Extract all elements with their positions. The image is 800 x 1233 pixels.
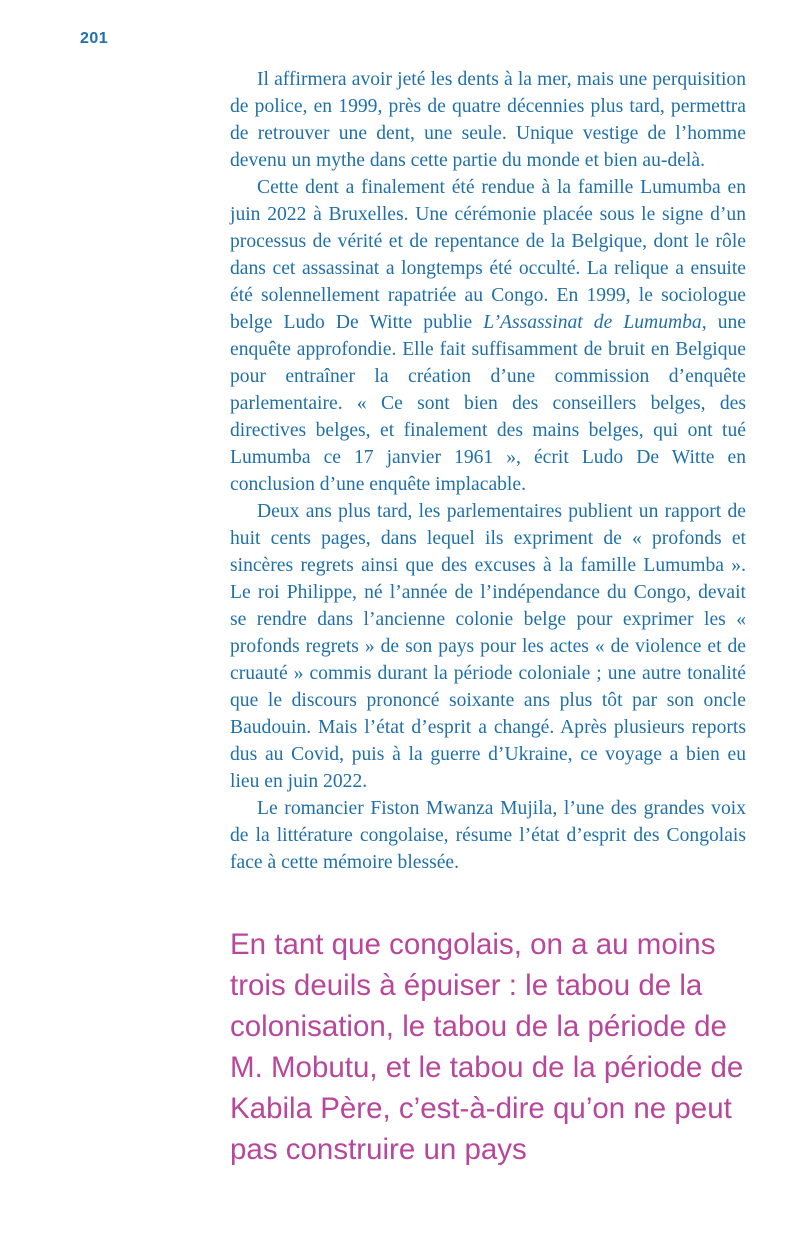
paragraph-1: Il affirmera avoir jeté les dents à la mer, mais une perquisition de police, en 1999, près de quatre décennies plus tard, permettra de retrouver une dent, une seule. Unique vestige de l’homme devenu un mythe dans cette partie du monde et bien au-delà. (230, 69, 746, 171)
paragraph-2-after: , une enquête approfondie. Elle fait suffisamment de bruit en Belgique pour entraîner la création d’une commission d’enquête parlementaire. « Ce sont bien des conseillers belges, des directives belges, et finalement des mains belges, qui ont tué Lumumba ce 17 janvier 1961 », écrit Ludo De Witte en conclusion d’une enquête implacable. (230, 312, 746, 495)
book-title: L’Assassinat de Lumumba (483, 312, 702, 333)
paragraph-2 (230, 174, 746, 498)
body-text (230, 66, 746, 876)
paragraph-2-before: Cette dent a finalement été rendue à la famille Lumumba en juin 2022 à Bruxelles. Une cérémonie placée sous le signe d’un processus de vérité et de repentance de la Belgique, dont le rôle dans cet assassinat a longtemps été occulté. La relique a ensuite été solennellement rapatriée au Congo. En 1999, le sociologue belge Ludo De Witte publie (230, 177, 746, 333)
page-number: 201 (80, 30, 109, 47)
paragraph-3: Deux ans plus tard, les parlementaires publient un rapport de huit cents pages, dans lequel ils expriment de « profonds et sincères regrets ainsi que des excuses à la famille Lumumba ». Le roi Philippe, né l’année de l’indépendance du Congo, devait se rendre dans l’ancienne colonie belge pour exprimer les « profonds regrets » de son pays pour les actes « de violence et de cruauté » commis durant la période coloniale ; une autre tonalité que le discours prononcé soixante ans plus tôt par son oncle Baudouin. Mais l’état d’esprit a changé. Après plusieurs reports dus au Covid, puis à la guerre d’Ukraine, ce voyage a bien eu lieu en juin 2022. (230, 501, 746, 792)
paragraph-4: Le romancier Fiston Mwanza Mujila, l’une des grandes voix de la littérature congolaise, résume l’état d’esprit des Congolais face à cette mémoire blessée. (230, 798, 746, 873)
pull-quote: En tant que congolais, on a au moins trois deuils à épuiser : le tabou de la colonisation, le tabou de la période de M. Mobutu, et le tabou de la période de Kabila Père, c’est-à-dire qu’on ne peut pas construire un pays (230, 928, 744, 1166)
